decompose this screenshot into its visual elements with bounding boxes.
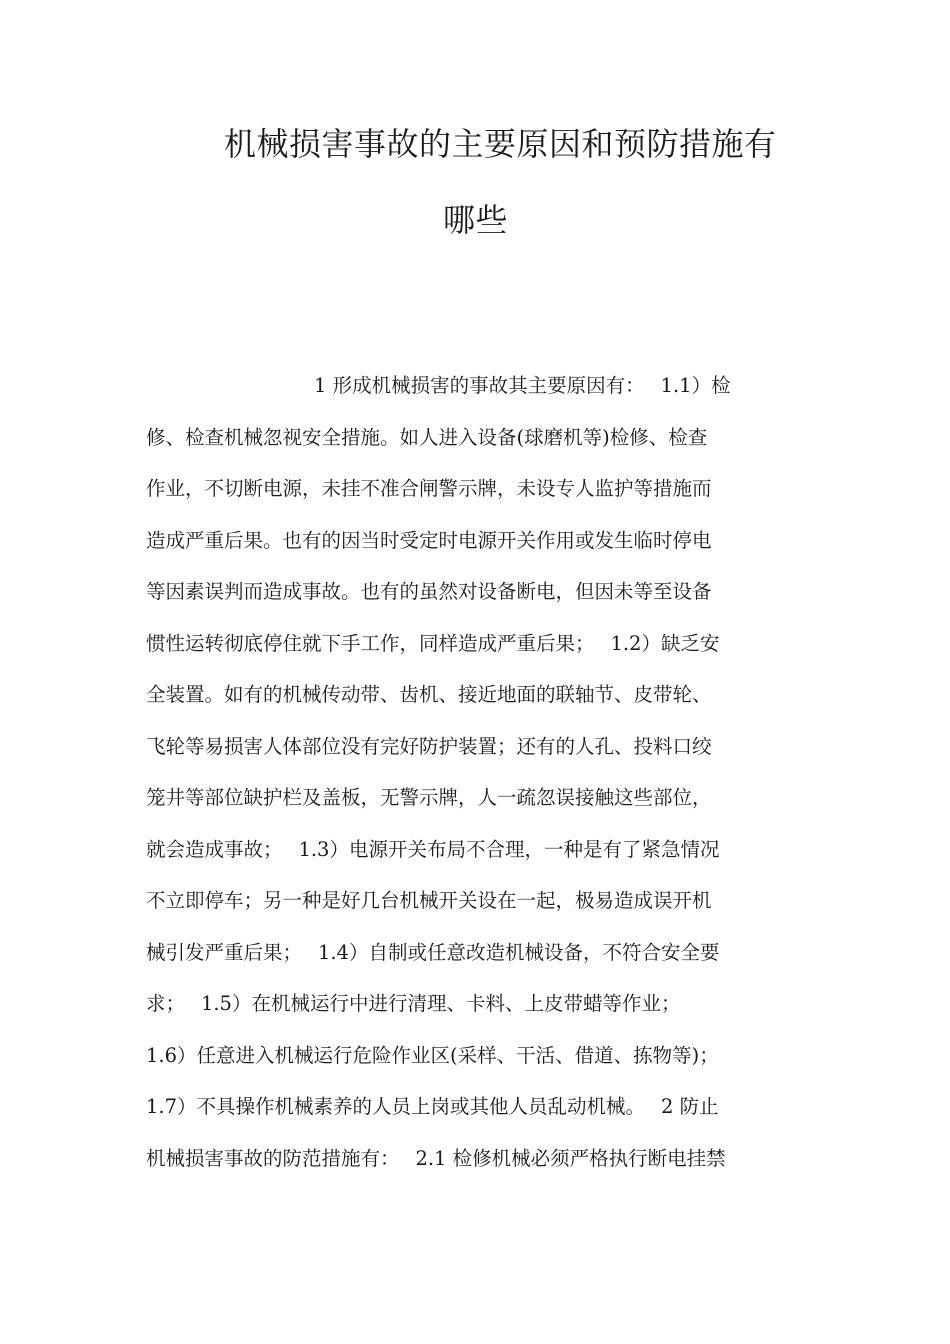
body-line: 作业，不切断电源，未挂不准合闸警示牌，未设专人监护等措施而 (146, 477, 712, 500)
body-line: 机械损害事故的防范措施有： 2.1 检修机械必须严格执行断电挂禁 (146, 1146, 726, 1170)
body-line: 修、检查机械忽视安全措施。如人进入设备(球磨机等)检修、检查 (146, 425, 708, 449)
body-line: 求； 1.5）在机械运行中进行清理、卡料、上皮带蜡等作业； (146, 992, 681, 1015)
body-line: 全装置。如有的机械传动带、齿机、接近地面的联轴节、皮带轮、 (146, 683, 712, 706)
body-line: 械引发严重后果； 1.4）自制或任意改造机械设备，不符合安全要 (146, 940, 720, 964)
body-line: 飞轮等易损害人体部位没有完好防护装置；还有的人孔、投料口绞 (146, 734, 712, 758)
body-line: 等因素误判而造成事故。也有的虽然对设备断电，但因未等至设备 (146, 580, 712, 603)
document-title-line-2: 哪些 (443, 201, 509, 239)
body-line: 不立即停车；另一种是好几台机械开关设在一起，极易造成误开机 (146, 889, 712, 912)
document-title-line-1: 机械损害事故的主要原因和预防措施有 (224, 125, 777, 163)
body-line: 造成严重后果。也有的因当时受定时电源开关作用或发生临时停电 (146, 528, 712, 552)
body-line: 惯性运转彻底停住就下手工作，同样造成严重后果； 1.2）缺乏安 (146, 631, 720, 655)
body-paragraph (146, 364, 826, 1188)
body-line: 1 形成机械损害的事故其主要原因有： 1.1）检 (314, 374, 731, 397)
body-line: 1.6）任意进入机械运行危险作业区(采样、干活、借道、拣物等)； (146, 1043, 719, 1067)
body-line: 就会造成事故； 1.3）电源开关布局不合理，一种是有了紧急情况 (146, 837, 720, 861)
body-line: 笼井等部位缺护栏及盖板，无警示牌，人一疏忽误接触这些部位， (146, 786, 712, 809)
body-line: 1.7）不具操作机械素养的人员上岗或其他人员乱动机械。 2 防止 (146, 1095, 719, 1118)
